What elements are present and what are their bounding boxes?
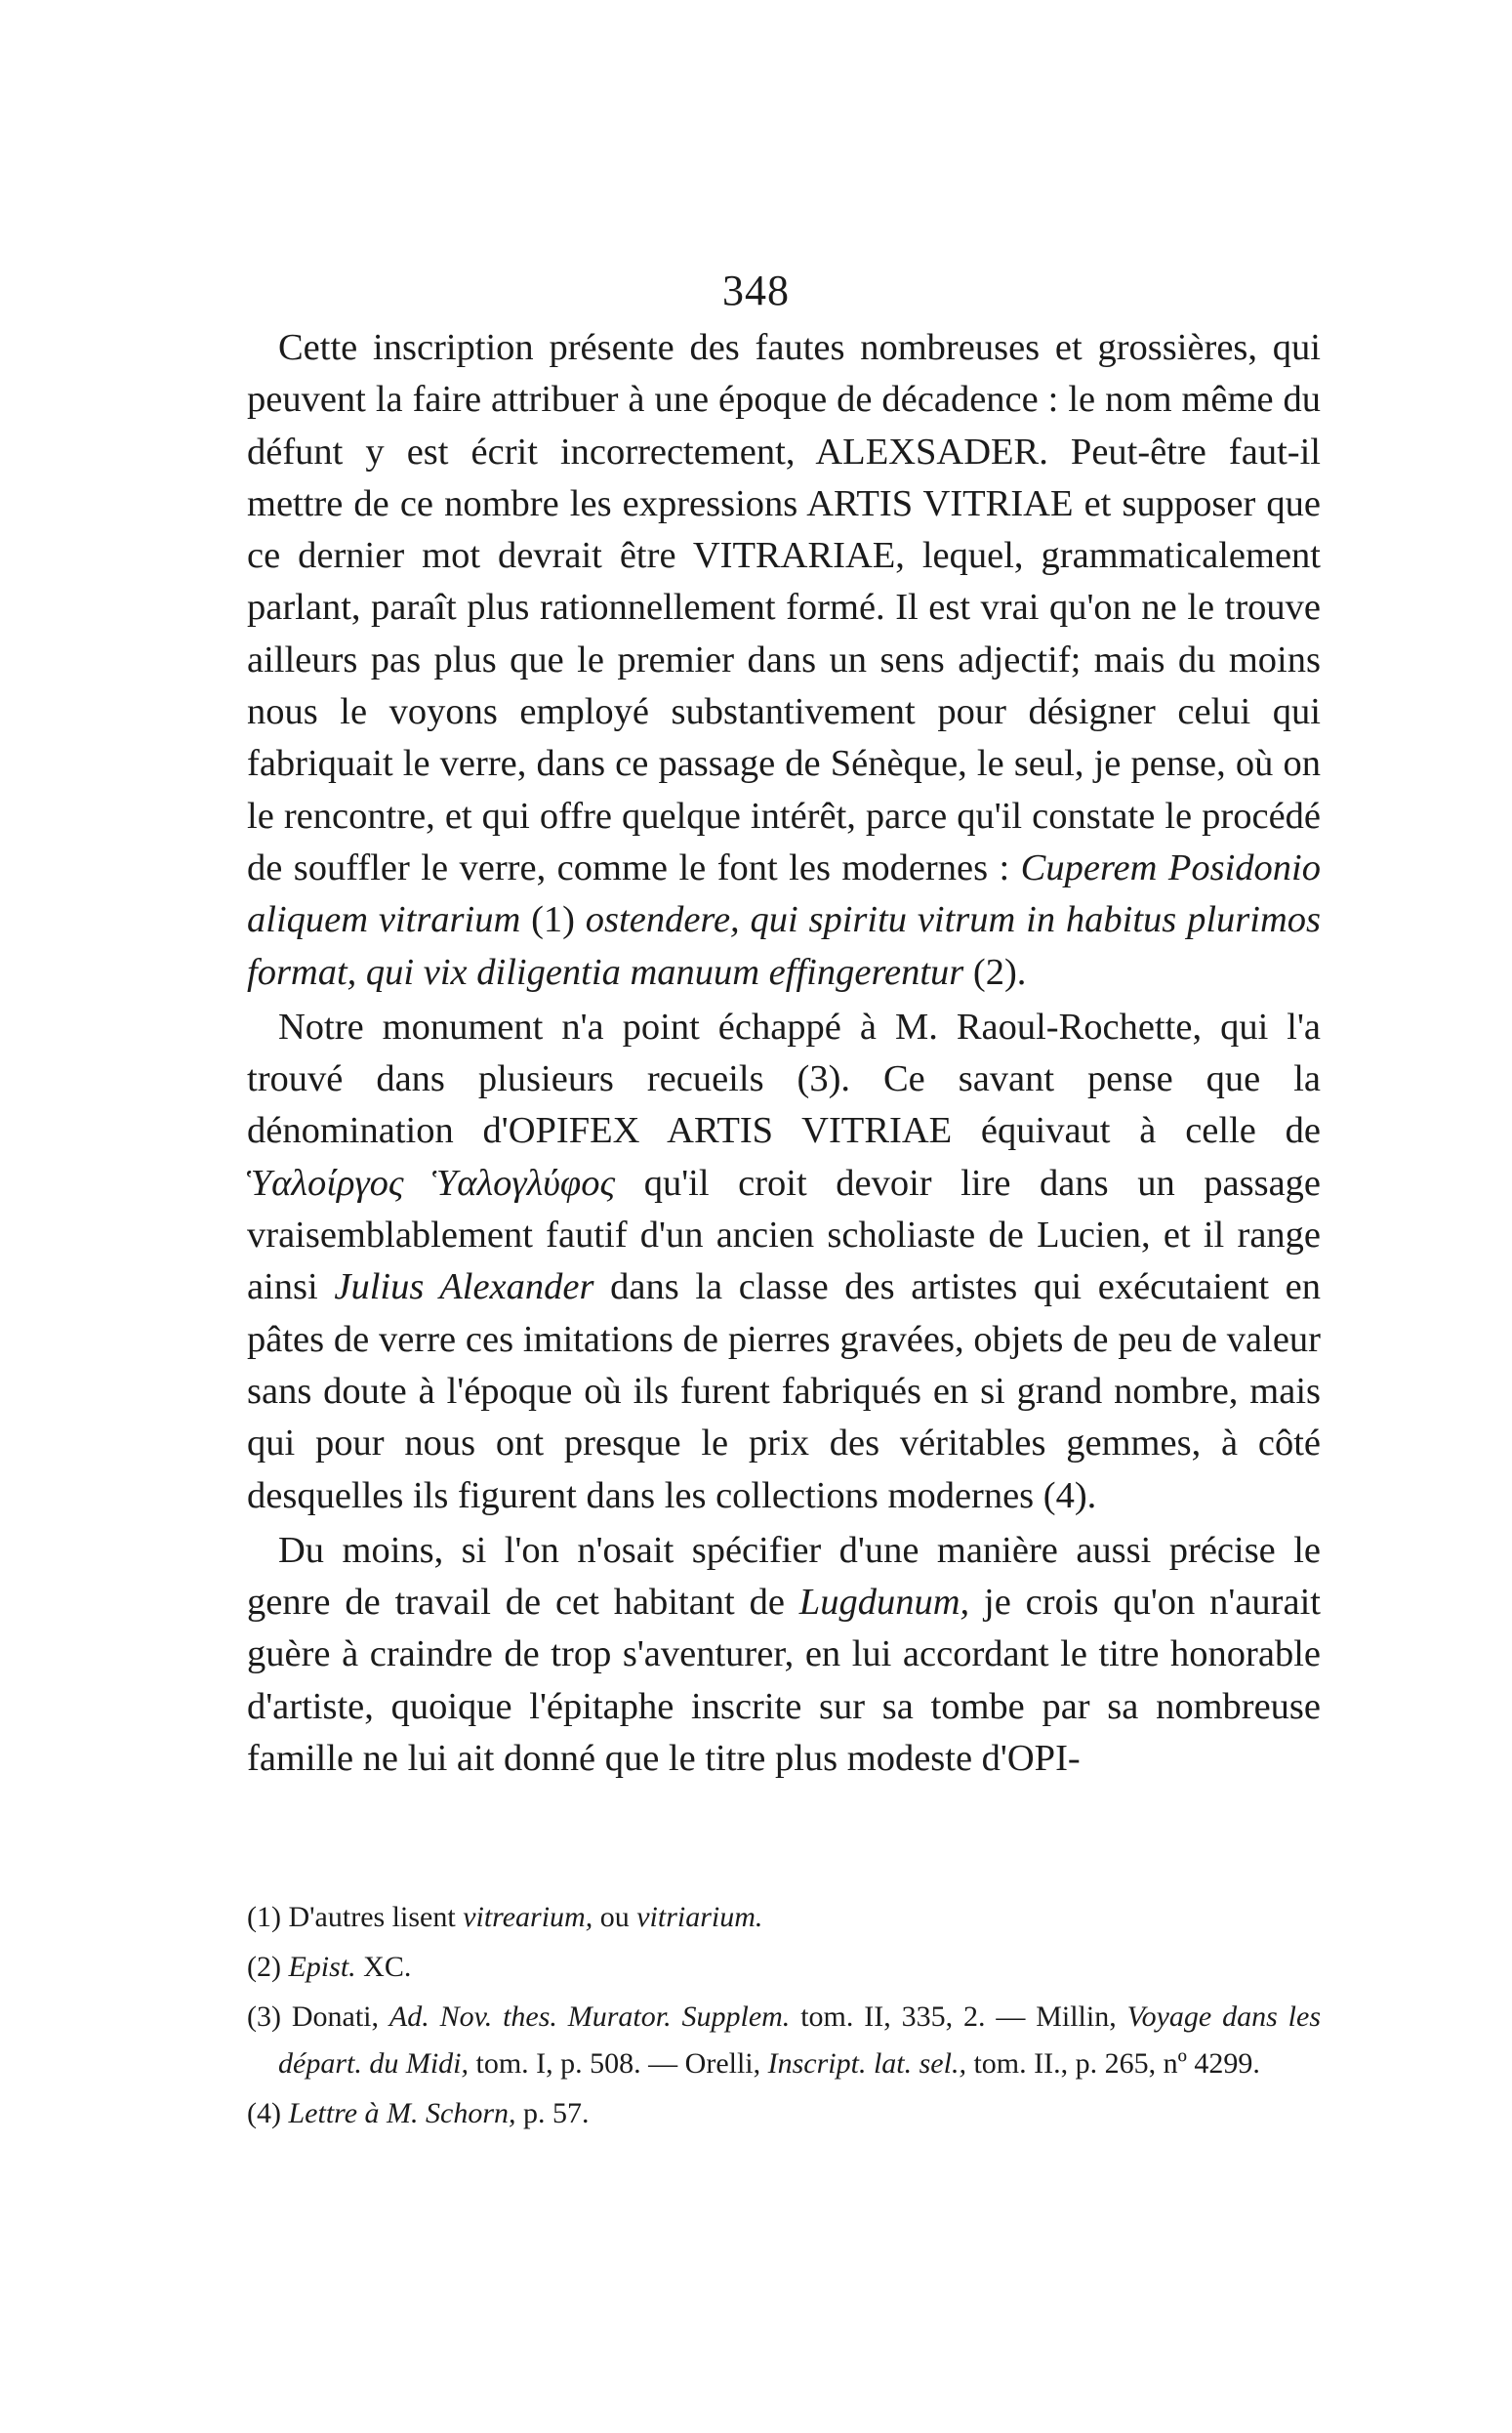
paragraph-1 (247, 322, 1321, 999)
italic-text: Cuperem Posidonio aliquem vitrarium (247, 846, 1321, 941)
footnote-1 (247, 1894, 1321, 1941)
text-run: p. 57. (515, 2097, 590, 2129)
footnote-3 (247, 1994, 1321, 2087)
italic-text: Lettre à M. Schorn, (288, 2097, 516, 2129)
text-run: (2) (247, 1951, 289, 1983)
text-run: qu'il croit devoir lire dans un passage vraisemblablement fautif d'un ancien scholiaste de Lucien, et il range ainsi (247, 1162, 1322, 1308)
text-run: (4) (247, 2097, 289, 2129)
italic-text: ostendere, qui spiritu vitrum in habitus plurimos format, qui vix diligentia manuum effingerentur (247, 899, 1321, 993)
text-run: je crois qu'on n'aurait guère à craindre de trop s'aventurer, en lui accordant le titre honorable d'artiste, quoique l'épitaphe inscrite sur sa tombe par sa nombreuse famille ne lui ait donné que le titre plus modeste d'OPI- (247, 1582, 1321, 1780)
text-run: Notre monument n'a point échappé à M. Raoul-Rochette, qui l'a trouvé dans plusieurs recueils (3). Ce savant pense que la dénomination d'OPIFEX ARTIS VITRIAE équivaut à celle de (247, 1006, 1321, 1152)
body-text (247, 322, 1321, 1785)
italic-text: Epist. (288, 1951, 356, 1983)
italic-text: Julius Alexander (334, 1266, 594, 1308)
footnote-2 (247, 1944, 1321, 1991)
italic-text: vitrearium, (463, 1901, 593, 1933)
text-run: tom. II, 335, 2. — Millin, (790, 2000, 1127, 2033)
italic-text: Ad. Nov. thes. Murator. Supplem. (388, 2000, 791, 2033)
text-run: (1) D'autres lisent (247, 1901, 464, 1933)
text-run: (3) Donati, (247, 2000, 389, 2033)
italic-text: vitriarium. (636, 1901, 763, 1933)
page-number: 348 (722, 267, 790, 314)
text-run: dans la classe des artistes qui exécutaient en pâtes de verre ces imitations de pierres gravées, objets de peu de valeur sans doute à l'époque où ils furent fabriqués en si grand nombre, mais qui pour nous ont presque le prix des véritables gemmes, à côté desquelles ils figurent dans les collections modernes (4). (247, 1266, 1322, 1516)
italic-text: Inscript. lat. sel., (767, 2047, 966, 2080)
italic-text: Lugdunum, (798, 1582, 970, 1624)
text-run: tom. II., p. 265, nº 4299. (965, 2047, 1260, 2080)
italic-text: Ὑαλοίργος Ὑαλογλύφος (247, 1162, 616, 1204)
text-run: tom. I, p. 508. — Orelli, (469, 2047, 768, 2080)
footnotes (247, 1894, 1321, 2140)
text-run: ou (593, 1901, 637, 1933)
text-run: Du moins, si l'on n'osait spécifier d'une manière aussi précise le genre de travail de cet habitant de (247, 1529, 1321, 1624)
text-run: (1) (520, 899, 586, 941)
paragraph-2 (247, 1002, 1321, 1522)
paragraph-3 (247, 1525, 1321, 1785)
text-run: XC. (355, 1951, 412, 1983)
italic-text: Voyage dans les départ. du Midi, (278, 2000, 1321, 2080)
text-run: (2). (963, 951, 1027, 993)
text-run: Cette inscription présente des fautes nombreuses et grossières, qui peuvent la faire attribuer à une époque de décadence : le nom même du défunt y est écrit incorrectement, ALEXSADER. Peut-être faut-il mettre de ce nombre les expressions ARTIS VITRIAE et supposer que ce dernier mot devrait être VITRARIAE, lequel, grammaticalement parlant, paraît plus rationnellement formé. Il est vrai qu'on ne le trouve ailleurs pas plus que le premier dans un sens adjectif; mais du moins nous le voyons employé substantivement pour désigner celui qui fabriquait le verre, dans ce passage de Sénèque, le seul, je pense, où on le rencontre, et qui offre quelque intérêt, parce qu'il constate le procédé de souffler le verre, comme le font les modernes : (247, 327, 1321, 888)
footnote-4 (247, 2090, 1321, 2137)
